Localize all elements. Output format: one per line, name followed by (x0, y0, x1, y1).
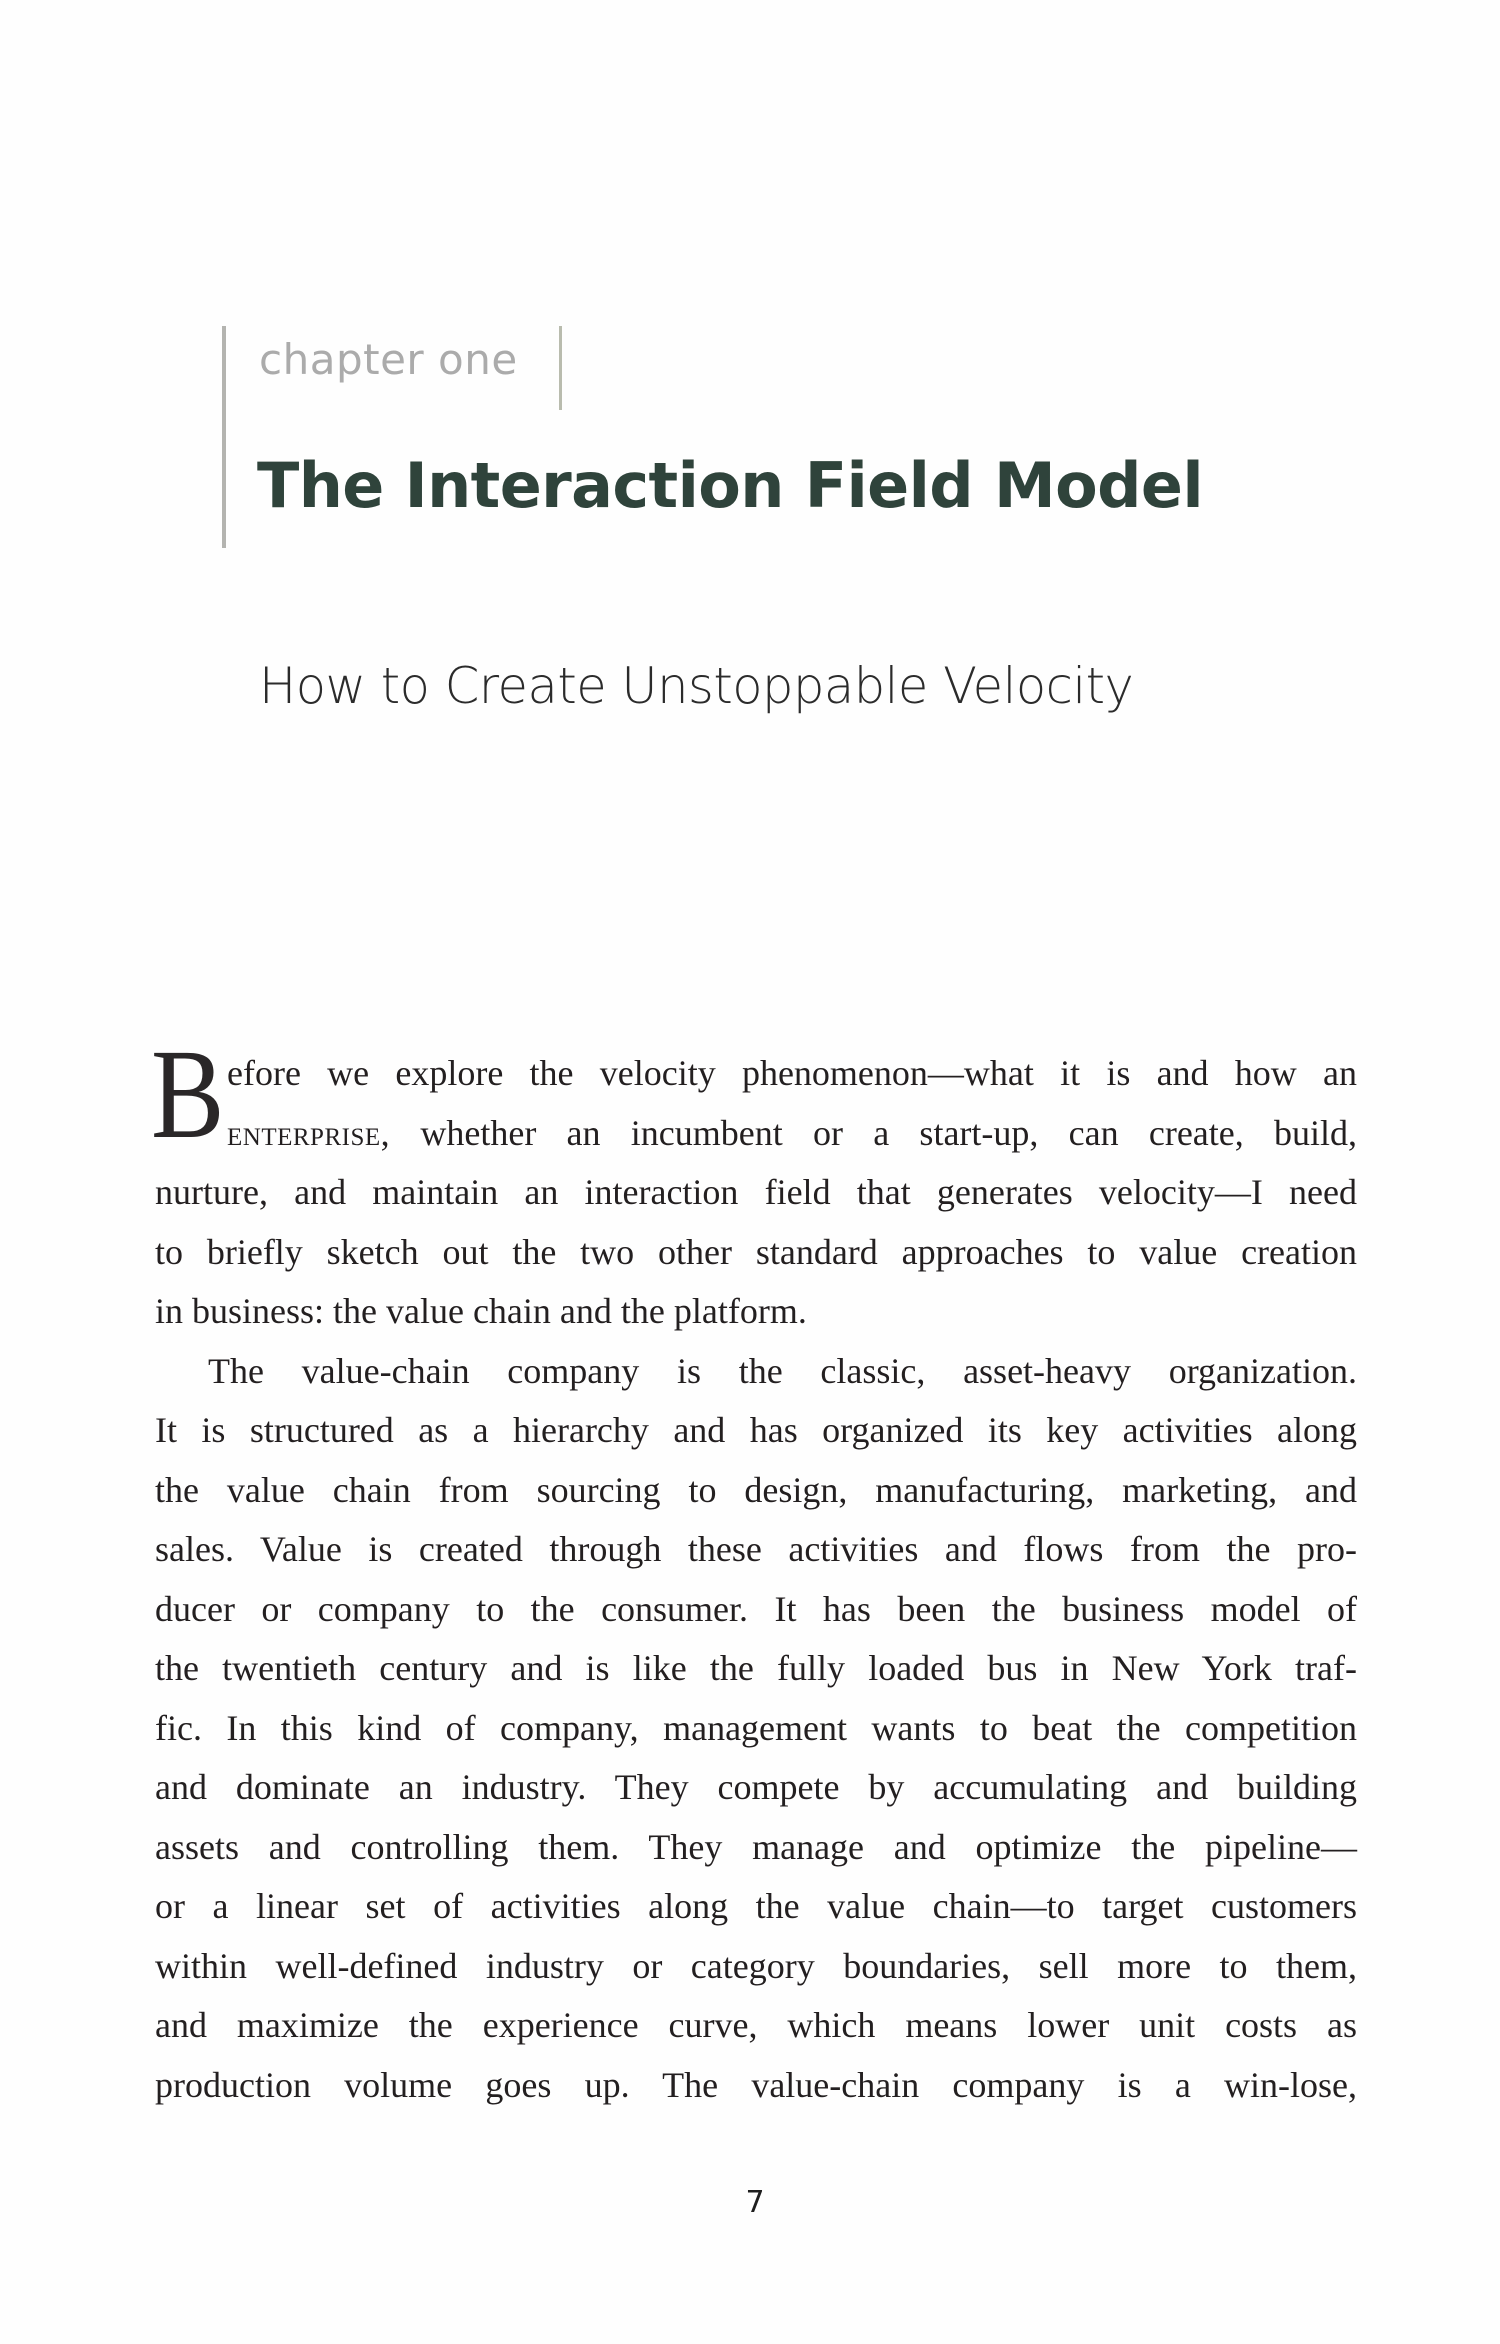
text-line: enterprise, whether an incumbent or a start-up, can create, build, (227, 1112, 1357, 1153)
text-line: ducer or company to the consumer. It has been the business model of (155, 1588, 1357, 1629)
text-line: and maximize the experience curve, which means lower unit costs as (155, 2005, 1357, 2045)
body-text (155, 1044, 1357, 2115)
text-line: in business: the value chain and the platform. (155, 1291, 807, 1331)
paragraph-1 (155, 1044, 1357, 1342)
drop-cap: B (151, 1023, 225, 1165)
chapter-subtitle: How to Create Unstoppable Velocity (259, 657, 1134, 715)
text-line: the value chain from sourcing to design, manufacturing, marketing, and (155, 1469, 1357, 1510)
chapter-title: The Interaction Field Model (257, 449, 1203, 522)
text-line: efore we explore the velocity phenomenon—what it is and how an (227, 1053, 1357, 1093)
text-line: the twentieth century and is like the fully loaded bus in New York traf- (155, 1648, 1357, 1688)
small-caps-run: enterprise, (227, 1112, 391, 1153)
text-line: fic. In this kind of company, management wants to beat the competition (155, 1707, 1357, 1748)
text-line: and dominate an industry. They compete by accumulating and building (155, 1767, 1357, 1807)
text-line: within well-defined industry or category boundaries, sell more to them, (155, 1945, 1357, 1986)
text-line: sales. Value is created through these activities and flows from the pro- (155, 1529, 1357, 1569)
chapter-label: chapter one (259, 335, 518, 384)
chapter-rule-right (559, 326, 562, 410)
text-line: It is structured as a hierarchy and has organized its key activities along (155, 1410, 1357, 1450)
text-line: assets and controlling them. They manage and optimize the pipeline— (155, 1826, 1357, 1867)
text-line: The value-chain company is the classic, asset-heavy organization. (208, 1350, 1357, 1391)
chapter-rule-left (222, 326, 226, 548)
text-line: production volume goes up. The value-chain company is a win-lose, (155, 2064, 1357, 2105)
text-line: nurture, and maintain an interaction field that generates velocity—I need (155, 1172, 1357, 1212)
page-number: 7 (745, 2185, 765, 2220)
text-line: to briefly sketch out the two other standard approaches to value creation (155, 1231, 1357, 1272)
paragraph-2 (155, 1342, 1357, 2116)
text-line: or a linear set of activities along the value chain—to target customers (155, 1886, 1357, 1926)
